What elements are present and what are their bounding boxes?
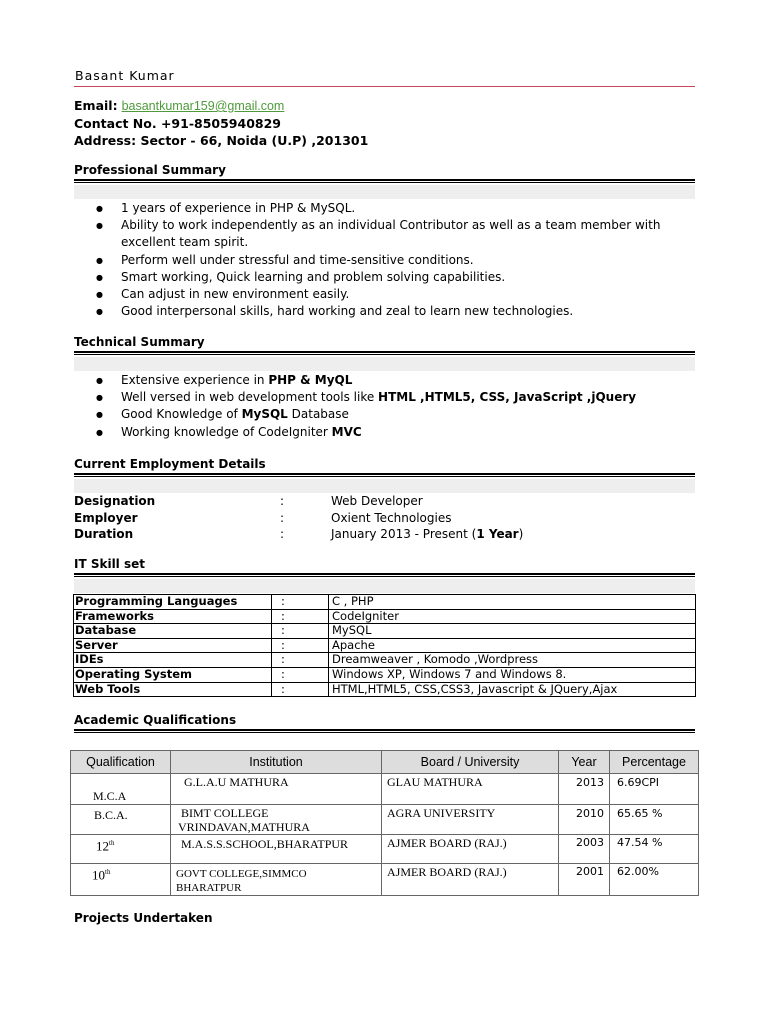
qualification-cell: 12th — [96, 838, 115, 854]
qualification-cell: B.C.A. — [94, 808, 128, 822]
table-row: Programming Languages : C , PHP — [74, 595, 696, 610]
list-item: ● Can adjust in new environment easily. — [96, 286, 696, 303]
percentage-cell: 65.65 % — [617, 807, 663, 820]
section-rule — [74, 179, 695, 183]
section-rule — [74, 729, 695, 733]
table-row: Operating System : Windows XP, Windows 7 and Windows 8. — [74, 667, 696, 682]
list-item: ● 1 years of experience in PHP & MySQL. — [96, 200, 696, 217]
email-link[interactable]: basantkumar159@gmail.com — [121, 99, 285, 113]
section-title-employment: Current Employment Details — [74, 457, 266, 471]
column-header: Percentage — [610, 751, 699, 774]
table-row — [71, 864, 699, 896]
section-band — [74, 185, 695, 199]
professional-summary-list — [96, 200, 696, 320]
section-rule — [74, 351, 695, 355]
list-item: ● Extensive experience in PHP & MyQL — [96, 372, 696, 389]
academic-table — [70, 750, 699, 896]
column-header: Board / University — [382, 751, 559, 774]
table-row: Frameworks : CodeIgniter — [74, 609, 696, 624]
institution-cell: BIMT COLLEGE VRINDAVAN,MATHURA — [178, 806, 310, 834]
section-band — [74, 579, 695, 593]
section-title-technical-summary: Technical Summary — [74, 335, 205, 349]
board-cell: AGRA UNIVERSITY — [387, 806, 496, 820]
section-rule — [74, 473, 695, 477]
candidate-name: Basant Kumar — [75, 68, 175, 83]
section-rule — [74, 573, 695, 577]
section-title-projects: Projects Undertaken — [74, 911, 213, 925]
column-header: Qualification — [71, 751, 171, 774]
qualification-cell: 10th — [92, 867, 111, 883]
list-item: ● Working knowledge of CodeIgniter MVC — [96, 424, 696, 441]
table-row: Server : Apache — [74, 638, 696, 653]
list-item: ● Good interpersonal skills, hard working and zeal to learn new technologies. — [96, 303, 696, 320]
section-band — [74, 357, 695, 371]
email-row — [74, 97, 368, 115]
year-cell: 2001 — [576, 865, 604, 878]
board-cell: AJMER BOARD (RAJ.) — [387, 865, 507, 879]
percentage-cell: 6.69CPI — [617, 776, 660, 789]
table-row: Web Tools : HTML,HTML5, CSS,CSS3, Javascript & JQuery,Ajax — [74, 682, 696, 697]
list-item: ● Well versed in web development tools like HTML ,HTML5, CSS, JavaScript ,jQuery — [96, 389, 696, 406]
it-skills-table — [73, 594, 696, 697]
section-title-professional-summary: Professional Summary — [74, 163, 226, 177]
year-cell: 2010 — [576, 807, 604, 820]
email-label: Email: — [74, 98, 118, 113]
year-cell: 2013 — [576, 776, 604, 789]
institution-cell: M.A.S.S.SCHOOL,BHARATPUR — [181, 837, 349, 851]
column-header: Institution — [171, 751, 382, 774]
table-row: Database : MySQL — [74, 624, 696, 639]
list-item: ● Good Knowledge of MySQL Database — [96, 406, 696, 423]
section-title-it-skills: IT Skill set — [74, 557, 145, 571]
table-row: IDEs : Dreamweaver , Komodo ,Wordpress — [74, 653, 696, 668]
section-title-academic: Academic Qualifications — [74, 713, 237, 727]
qualification-cell: M.C.A — [93, 789, 127, 803]
table-header-row — [71, 751, 699, 774]
table-row — [71, 774, 699, 805]
percentage-cell: 47.54 % — [617, 836, 663, 849]
table-row — [71, 835, 699, 864]
board-cell: AJMER BOARD (RAJ.) — [387, 836, 507, 850]
percentage-cell: 62.00% — [617, 865, 659, 878]
board-cell: GLAU MATHURA — [387, 775, 483, 789]
list-item: ● Smart working, Quick learning and problem solving capabilities. — [96, 269, 696, 286]
section-band — [74, 479, 695, 493]
list-item: ● Perform well under stressful and time-sensitive conditions. — [96, 252, 696, 269]
name-divider — [74, 86, 695, 87]
institution-cell: G.L.A.U MATHURA — [184, 775, 289, 789]
institution-cell: GOVT COLLEGE,SIMMCO BHARATPUR — [176, 868, 307, 894]
table-row — [71, 805, 699, 835]
contact-block — [74, 97, 368, 149]
column-header: Year — [559, 751, 610, 774]
technical-summary-list — [96, 372, 696, 441]
contact-number: Contact No. +91-8505940829 — [74, 116, 281, 131]
year-cell: 2003 — [576, 836, 604, 849]
list-item: ● Ability to work independently as an individual Contributor as well as a team member with excellent team spirit. — [96, 217, 696, 251]
address: Address: Sector - 66, Noida (U.P) ,201301 — [74, 133, 369, 148]
